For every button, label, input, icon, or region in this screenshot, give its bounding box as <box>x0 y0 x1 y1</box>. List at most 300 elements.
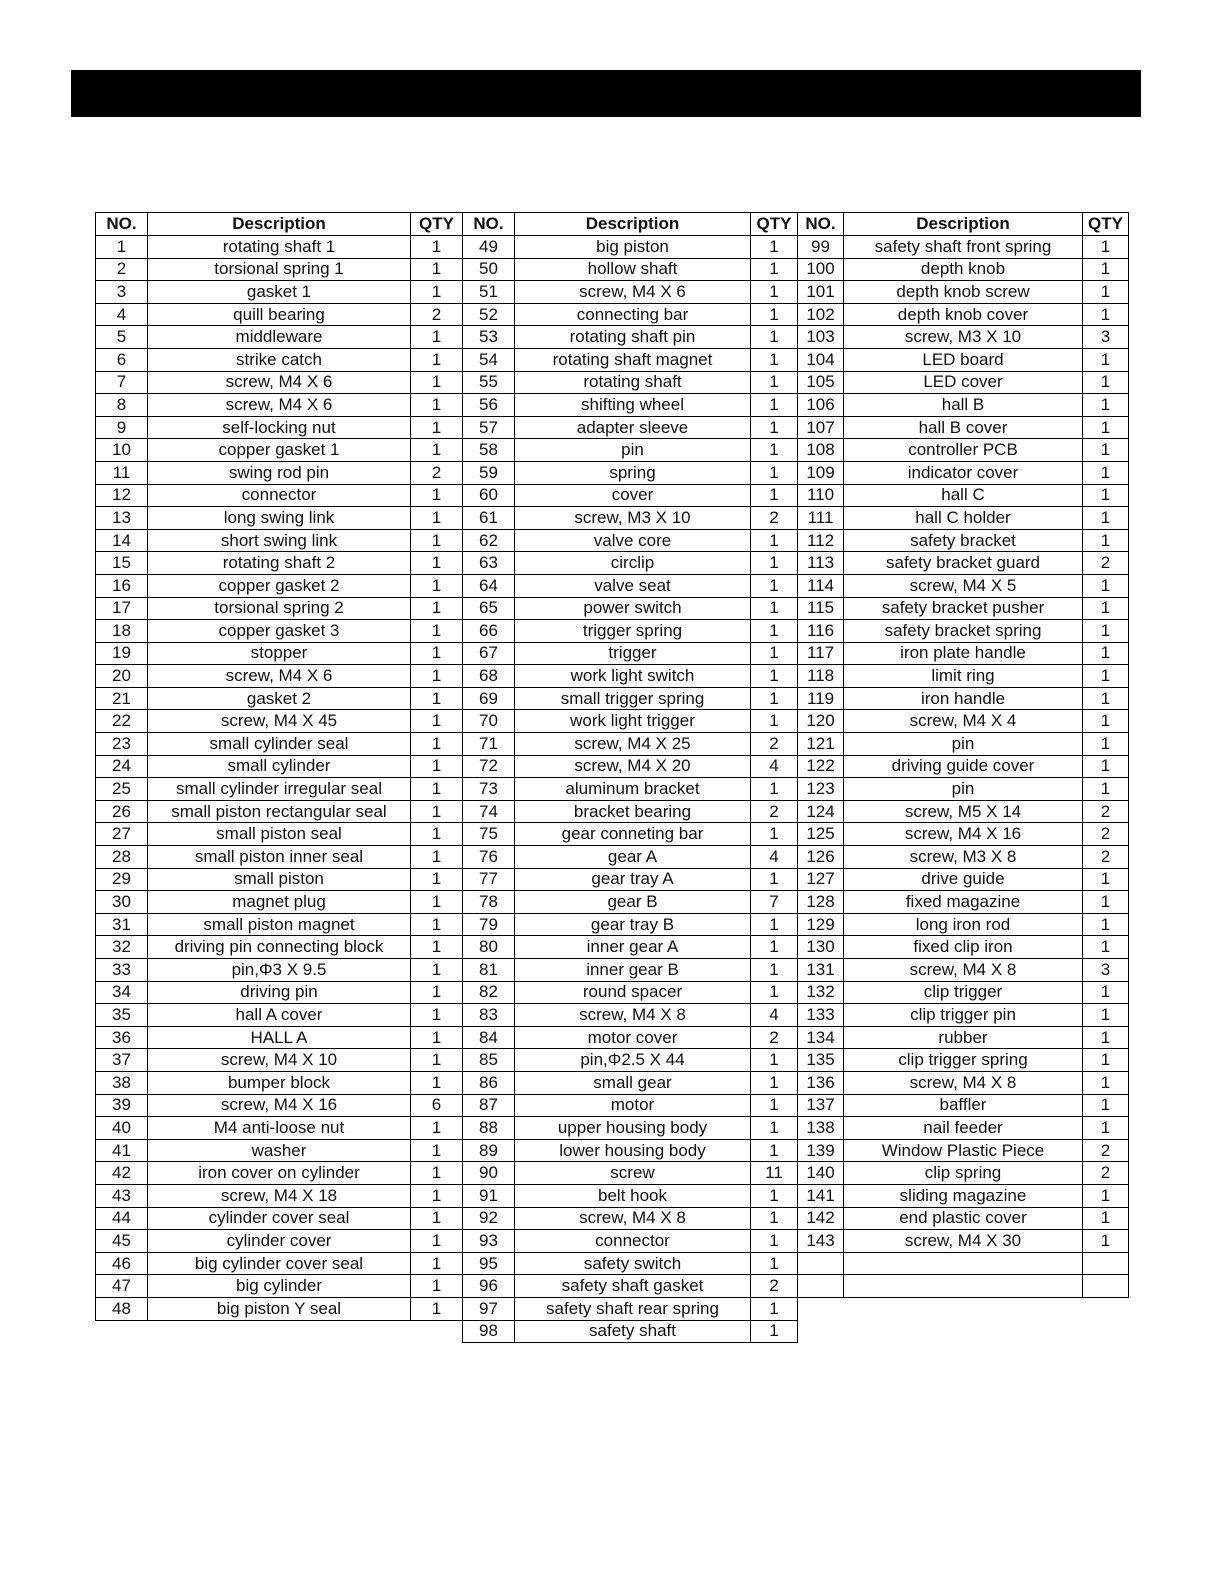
part-qty: 1 <box>751 236 798 259</box>
part-qty: 2 <box>751 800 798 823</box>
part-no: 103 <box>798 326 844 349</box>
part-description: stopper <box>148 642 411 665</box>
part-description: pin,Φ3 X 9.5 <box>148 959 411 982</box>
part-no: 55 <box>463 371 515 394</box>
part-no: 62 <box>463 529 515 552</box>
part-description: pin <box>515 439 751 462</box>
part-no: 125 <box>798 823 844 846</box>
part-no: 143 <box>798 1230 844 1253</box>
part-qty: 1 <box>411 913 463 936</box>
part-description: strike catch <box>148 348 411 371</box>
part-description: middleware <box>148 326 411 349</box>
column-header-description: Description <box>148 213 411 236</box>
part-no: 44 <box>96 1207 148 1230</box>
part-no: 82 <box>463 981 515 1004</box>
part-qty: 1 <box>1083 236 1129 259</box>
part-no: 120 <box>798 710 844 733</box>
part-description: depth knob cover <box>844 303 1083 326</box>
part-no: 61 <box>463 507 515 530</box>
part-description: bumper block <box>148 1071 411 1094</box>
part-no: 110 <box>798 484 844 507</box>
part-no: 31 <box>96 913 148 936</box>
part-description: adapter sleeve <box>515 416 751 439</box>
part-description: iron handle <box>844 687 1083 710</box>
part-no: 1 <box>96 236 148 259</box>
part-qty: 1 <box>411 1162 463 1185</box>
part-qty: 1 <box>751 710 798 733</box>
part-no: 15 <box>96 552 148 575</box>
part-description: clip spring <box>844 1162 1083 1185</box>
part-no: 100 <box>798 258 844 281</box>
table-row <box>96 371 1129 394</box>
part-no: 132 <box>798 981 844 1004</box>
table-row <box>96 303 1129 326</box>
table-row <box>96 1320 1129 1343</box>
table-row <box>96 529 1129 552</box>
part-qty: 1 <box>1083 665 1129 688</box>
part-description: HALL A <box>148 1026 411 1049</box>
part-no: 23 <box>96 733 148 756</box>
part-qty: 1 <box>1083 913 1129 936</box>
part-no: 5 <box>96 326 148 349</box>
part-no <box>798 1252 844 1275</box>
part-qty: 2 <box>1083 1162 1129 1185</box>
part-description: hall A cover <box>148 1004 411 1027</box>
part-no: 75 <box>463 823 515 846</box>
part-description: long iron rod <box>844 913 1083 936</box>
part-no: 97 <box>463 1297 515 1320</box>
part-qty: 1 <box>411 687 463 710</box>
part-qty: 6 <box>411 1094 463 1117</box>
part-qty: 1 <box>411 484 463 507</box>
part-qty: 1 <box>751 484 798 507</box>
part-qty: 1 <box>751 1139 798 1162</box>
part-no: 70 <box>463 710 515 733</box>
part-no: 12 <box>96 484 148 507</box>
part-description: fixed clip iron <box>844 936 1083 959</box>
part-no: 93 <box>463 1230 515 1253</box>
part-no: 3 <box>96 281 148 304</box>
part-description: motor <box>515 1094 751 1117</box>
part-no: 38 <box>96 1071 148 1094</box>
part-description: LED board <box>844 348 1083 371</box>
part-qty: 1 <box>1083 1026 1129 1049</box>
part-no: 71 <box>463 733 515 756</box>
part-no: 22 <box>96 710 148 733</box>
part-qty: 1 <box>1083 303 1129 326</box>
part-description: LED cover <box>844 371 1083 394</box>
part-no: 112 <box>798 529 844 552</box>
part-description: connector <box>148 484 411 507</box>
part-no: 142 <box>798 1207 844 1230</box>
part-description: screw, M4 X 6 <box>148 665 411 688</box>
part-qty: 1 <box>1083 981 1129 1004</box>
table-row <box>96 1207 1129 1230</box>
part-no: 105 <box>798 371 844 394</box>
part-description: small piston rectangular seal <box>148 800 411 823</box>
part-qty: 1 <box>751 936 798 959</box>
part-no: 54 <box>463 348 515 371</box>
part-description: hollow shaft <box>515 258 751 281</box>
part-description: cover <box>515 484 751 507</box>
empty-cell <box>798 1275 844 1298</box>
part-description: torsional spring 2 <box>148 597 411 620</box>
part-qty: 1 <box>751 642 798 665</box>
part-no: 127 <box>798 868 844 891</box>
part-qty: 1 <box>1083 597 1129 620</box>
part-no: 90 <box>463 1162 515 1185</box>
part-qty: 1 <box>411 552 463 575</box>
part-qty: 1 <box>1083 348 1129 371</box>
part-no: 77 <box>463 868 515 891</box>
part-description: gear B <box>515 891 751 914</box>
part-description: circlip <box>515 552 751 575</box>
header-bar <box>71 70 1141 117</box>
part-no: 123 <box>798 778 844 801</box>
part-description: copper gasket 3 <box>148 620 411 643</box>
part-qty: 1 <box>1083 281 1129 304</box>
part-qty: 1 <box>751 620 798 643</box>
part-no: 8 <box>96 394 148 417</box>
part-no: 6 <box>96 348 148 371</box>
part-qty: 2 <box>751 1275 798 1298</box>
part-qty: 3 <box>1083 959 1129 982</box>
part-description: pin <box>844 778 1083 801</box>
part-qty: 1 <box>1083 1094 1129 1117</box>
part-no: 81 <box>463 959 515 982</box>
part-qty: 1 <box>411 1004 463 1027</box>
part-description: screw, M3 X 10 <box>515 507 751 530</box>
part-description: connector <box>515 1230 751 1253</box>
part-no: 7 <box>96 371 148 394</box>
part-description: screw, M4 X 4 <box>844 710 1083 733</box>
part-no: 98 <box>463 1320 515 1343</box>
part-no: 18 <box>96 620 148 643</box>
part-qty: 1 <box>411 823 463 846</box>
part-description: cylinder cover <box>148 1230 411 1253</box>
part-description: driving pin connecting block <box>148 936 411 959</box>
part-no: 67 <box>463 642 515 665</box>
part-qty: 1 <box>751 597 798 620</box>
part-description: hall B cover <box>844 416 1083 439</box>
table-row <box>96 981 1129 1004</box>
part-no: 57 <box>463 416 515 439</box>
part-qty: 1 <box>411 642 463 665</box>
empty-cell <box>411 1320 463 1343</box>
part-qty: 1 <box>1083 687 1129 710</box>
part-description: big cylinder cover seal <box>148 1252 411 1275</box>
part-no: 83 <box>463 1004 515 1027</box>
part-qty: 1 <box>411 326 463 349</box>
part-no: 88 <box>463 1117 515 1140</box>
part-description: copper gasket 1 <box>148 439 411 462</box>
part-description: screw, M4 X 6 <box>148 394 411 417</box>
table-row <box>96 1117 1129 1140</box>
part-description: hall C <box>844 484 1083 507</box>
part-qty: 4 <box>751 846 798 869</box>
part-description: screw, M4 X 8 <box>844 959 1083 982</box>
part-description: pin <box>844 733 1083 756</box>
part-qty: 1 <box>751 258 798 281</box>
part-description: depth knob <box>844 258 1083 281</box>
part-description: screw, M4 X 8 <box>515 1004 751 1027</box>
part-description: shifting wheel <box>515 394 751 417</box>
part-description: upper housing body <box>515 1117 751 1140</box>
part-qty: 1 <box>751 529 798 552</box>
table-row <box>96 281 1129 304</box>
parts-table-body <box>96 236 1129 1343</box>
table-row <box>96 416 1129 439</box>
part-description: controller PCB <box>844 439 1083 462</box>
part-description: gear A <box>515 846 751 869</box>
part-qty: 1 <box>751 439 798 462</box>
part-no: 102 <box>798 303 844 326</box>
table-row <box>96 891 1129 914</box>
part-qty: 1 <box>1083 1230 1129 1253</box>
column-header-no: NO. <box>798 213 844 236</box>
table-row <box>96 461 1129 484</box>
part-description: valve core <box>515 529 751 552</box>
part-qty: 1 <box>751 1049 798 1072</box>
part-no: 2 <box>96 258 148 281</box>
part-qty: 4 <box>751 1004 798 1027</box>
part-qty: 2 <box>751 1026 798 1049</box>
part-no: 28 <box>96 846 148 869</box>
table-row <box>96 258 1129 281</box>
part-no: 85 <box>463 1049 515 1072</box>
part-no: 29 <box>96 868 148 891</box>
part-no: 140 <box>798 1162 844 1185</box>
empty-cell <box>798 1297 844 1320</box>
table-row <box>96 642 1129 665</box>
part-description: big piston <box>515 236 751 259</box>
part-qty: 1 <box>411 597 463 620</box>
parts-list-table <box>95 212 1129 1343</box>
part-no: 136 <box>798 1071 844 1094</box>
part-no: 139 <box>798 1139 844 1162</box>
part-qty: 1 <box>751 913 798 936</box>
part-no: 109 <box>798 461 844 484</box>
part-qty: 1 <box>411 1184 463 1207</box>
part-no: 72 <box>463 755 515 778</box>
table-row <box>96 597 1129 620</box>
part-qty: 1 <box>1083 371 1129 394</box>
part-qty: 2 <box>1083 823 1129 846</box>
column-header-qty: QTY <box>751 213 798 236</box>
part-qty: 1 <box>751 1297 798 1320</box>
part-qty: 1 <box>1083 416 1129 439</box>
part-description: clip trigger pin <box>844 1004 1083 1027</box>
part-no: 21 <box>96 687 148 710</box>
part-description: screw, M4 X 20 <box>515 755 751 778</box>
part-description: small piston inner seal <box>148 846 411 869</box>
part-qty: 1 <box>1083 1004 1129 1027</box>
table-row <box>96 574 1129 597</box>
part-description: screw <box>515 1162 751 1185</box>
part-description: safety bracket pusher <box>844 597 1083 620</box>
part-no: 48 <box>96 1297 148 1320</box>
part-qty: 1 <box>1083 891 1129 914</box>
part-no: 69 <box>463 687 515 710</box>
part-no: 95 <box>463 1252 515 1275</box>
part-no: 59 <box>463 461 515 484</box>
part-description: indicator cover <box>844 461 1083 484</box>
part-description: screw, M4 X 30 <box>844 1230 1083 1253</box>
part-qty: 1 <box>751 823 798 846</box>
part-qty: 1 <box>411 529 463 552</box>
part-description: rotating shaft 1 <box>148 236 411 259</box>
table-row <box>96 800 1129 823</box>
part-qty: 1 <box>411 236 463 259</box>
part-qty: 1 <box>411 733 463 756</box>
part-no: 114 <box>798 574 844 597</box>
part-qty: 1 <box>1083 620 1129 643</box>
part-no: 116 <box>798 620 844 643</box>
part-description: gasket 2 <box>148 687 411 710</box>
part-description: small cylinder seal <box>148 733 411 756</box>
part-no: 37 <box>96 1049 148 1072</box>
part-no: 65 <box>463 597 515 620</box>
part-no: 99 <box>798 236 844 259</box>
part-qty: 1 <box>411 710 463 733</box>
part-description: pin,Φ2.5 X 44 <box>515 1049 751 1072</box>
empty-cell <box>96 1320 148 1343</box>
part-description: screw, M4 X 16 <box>844 823 1083 846</box>
part-no: 111 <box>798 507 844 530</box>
part-qty: 1 <box>1083 1071 1129 1094</box>
part-description: safety bracket guard <box>844 552 1083 575</box>
part-no: 107 <box>798 416 844 439</box>
part-qty: 1 <box>411 846 463 869</box>
part-no: 40 <box>96 1117 148 1140</box>
part-description: connecting bar <box>515 303 751 326</box>
part-no: 118 <box>798 665 844 688</box>
part-qty: 7 <box>751 891 798 914</box>
part-no: 9 <box>96 416 148 439</box>
part-no: 16 <box>96 574 148 597</box>
part-description: big piston Y seal <box>148 1297 411 1320</box>
part-no: 79 <box>463 913 515 936</box>
empty-cell <box>798 1320 844 1343</box>
table-row <box>96 439 1129 462</box>
part-no: 13 <box>96 507 148 530</box>
part-qty: 1 <box>411 258 463 281</box>
part-no: 91 <box>463 1184 515 1207</box>
part-no: 89 <box>463 1139 515 1162</box>
part-description: belt hook <box>515 1184 751 1207</box>
table-row <box>96 507 1129 530</box>
part-no: 115 <box>798 597 844 620</box>
part-description: clip trigger <box>844 981 1083 1004</box>
part-qty: 1 <box>1083 868 1129 891</box>
part-description: screw, M4 X 10 <box>148 1049 411 1072</box>
part-qty: 1 <box>411 1071 463 1094</box>
part-description: inner gear B <box>515 959 751 982</box>
part-qty: 11 <box>751 1162 798 1185</box>
empty-cell <box>1083 1297 1129 1320</box>
part-no: 96 <box>463 1275 515 1298</box>
part-no: 30 <box>96 891 148 914</box>
part-no: 19 <box>96 642 148 665</box>
part-no: 33 <box>96 959 148 982</box>
part-qty: 1 <box>751 1071 798 1094</box>
part-description: screw, M3 X 8 <box>844 846 1083 869</box>
part-qty: 1 <box>411 778 463 801</box>
part-qty: 1 <box>1083 710 1129 733</box>
part-description: rotating shaft <box>515 371 751 394</box>
part-no: 86 <box>463 1071 515 1094</box>
table-row <box>96 755 1129 778</box>
table-row <box>96 1049 1129 1072</box>
table-row <box>96 552 1129 575</box>
part-description: copper gasket 2 <box>148 574 411 597</box>
table-row <box>96 846 1129 869</box>
table-header-row <box>96 213 1129 236</box>
column-header-no: NO. <box>96 213 148 236</box>
part-qty: 2 <box>751 507 798 530</box>
table-row <box>96 868 1129 891</box>
part-description: screw, M4 X 6 <box>148 371 411 394</box>
column-header-qty: QTY <box>411 213 463 236</box>
part-description: M4 anti-loose nut <box>148 1117 411 1140</box>
part-qty: 1 <box>1083 778 1129 801</box>
part-qty: 1 <box>751 348 798 371</box>
table-row <box>96 687 1129 710</box>
part-no: 104 <box>798 348 844 371</box>
part-no: 63 <box>463 552 515 575</box>
part-description: long swing link <box>148 507 411 530</box>
part-qty: 1 <box>411 1297 463 1320</box>
part-qty: 1 <box>1083 1049 1129 1072</box>
part-description: drive guide <box>844 868 1083 891</box>
part-description: short swing link <box>148 529 411 552</box>
part-description: small piston magnet <box>148 913 411 936</box>
column-header-description: Description <box>515 213 751 236</box>
part-qty: 1 <box>751 1230 798 1253</box>
part-description: small cylinder <box>148 755 411 778</box>
part-qty: 1 <box>411 507 463 530</box>
part-no: 11 <box>96 461 148 484</box>
part-qty: 1 <box>1083 507 1129 530</box>
part-description: lower housing body <box>515 1139 751 1162</box>
part-qty: 1 <box>411 439 463 462</box>
part-qty: 1 <box>411 394 463 417</box>
part-no: 129 <box>798 913 844 936</box>
part-no: 32 <box>96 936 148 959</box>
part-qty: 1 <box>411 868 463 891</box>
part-qty: 1 <box>1083 1184 1129 1207</box>
part-qty: 1 <box>411 665 463 688</box>
part-qty: 1 <box>1083 529 1129 552</box>
part-no: 34 <box>96 981 148 1004</box>
part-no: 35 <box>96 1004 148 1027</box>
table-row <box>96 1139 1129 1162</box>
part-qty: 2 <box>1083 1139 1129 1162</box>
part-description: round spacer <box>515 981 751 1004</box>
part-description: valve seat <box>515 574 751 597</box>
part-qty: 1 <box>751 1184 798 1207</box>
part-description: small gear <box>515 1071 751 1094</box>
part-description: screw, M4 X 5 <box>844 574 1083 597</box>
part-description: safety switch <box>515 1252 751 1275</box>
part-description: safety shaft front spring <box>844 236 1083 259</box>
part-no: 17 <box>96 597 148 620</box>
part-qty: 1 <box>411 981 463 1004</box>
part-no: 130 <box>798 936 844 959</box>
part-description: screw, M4 X 18 <box>148 1184 411 1207</box>
part-qty: 1 <box>411 755 463 778</box>
table-row <box>96 665 1129 688</box>
